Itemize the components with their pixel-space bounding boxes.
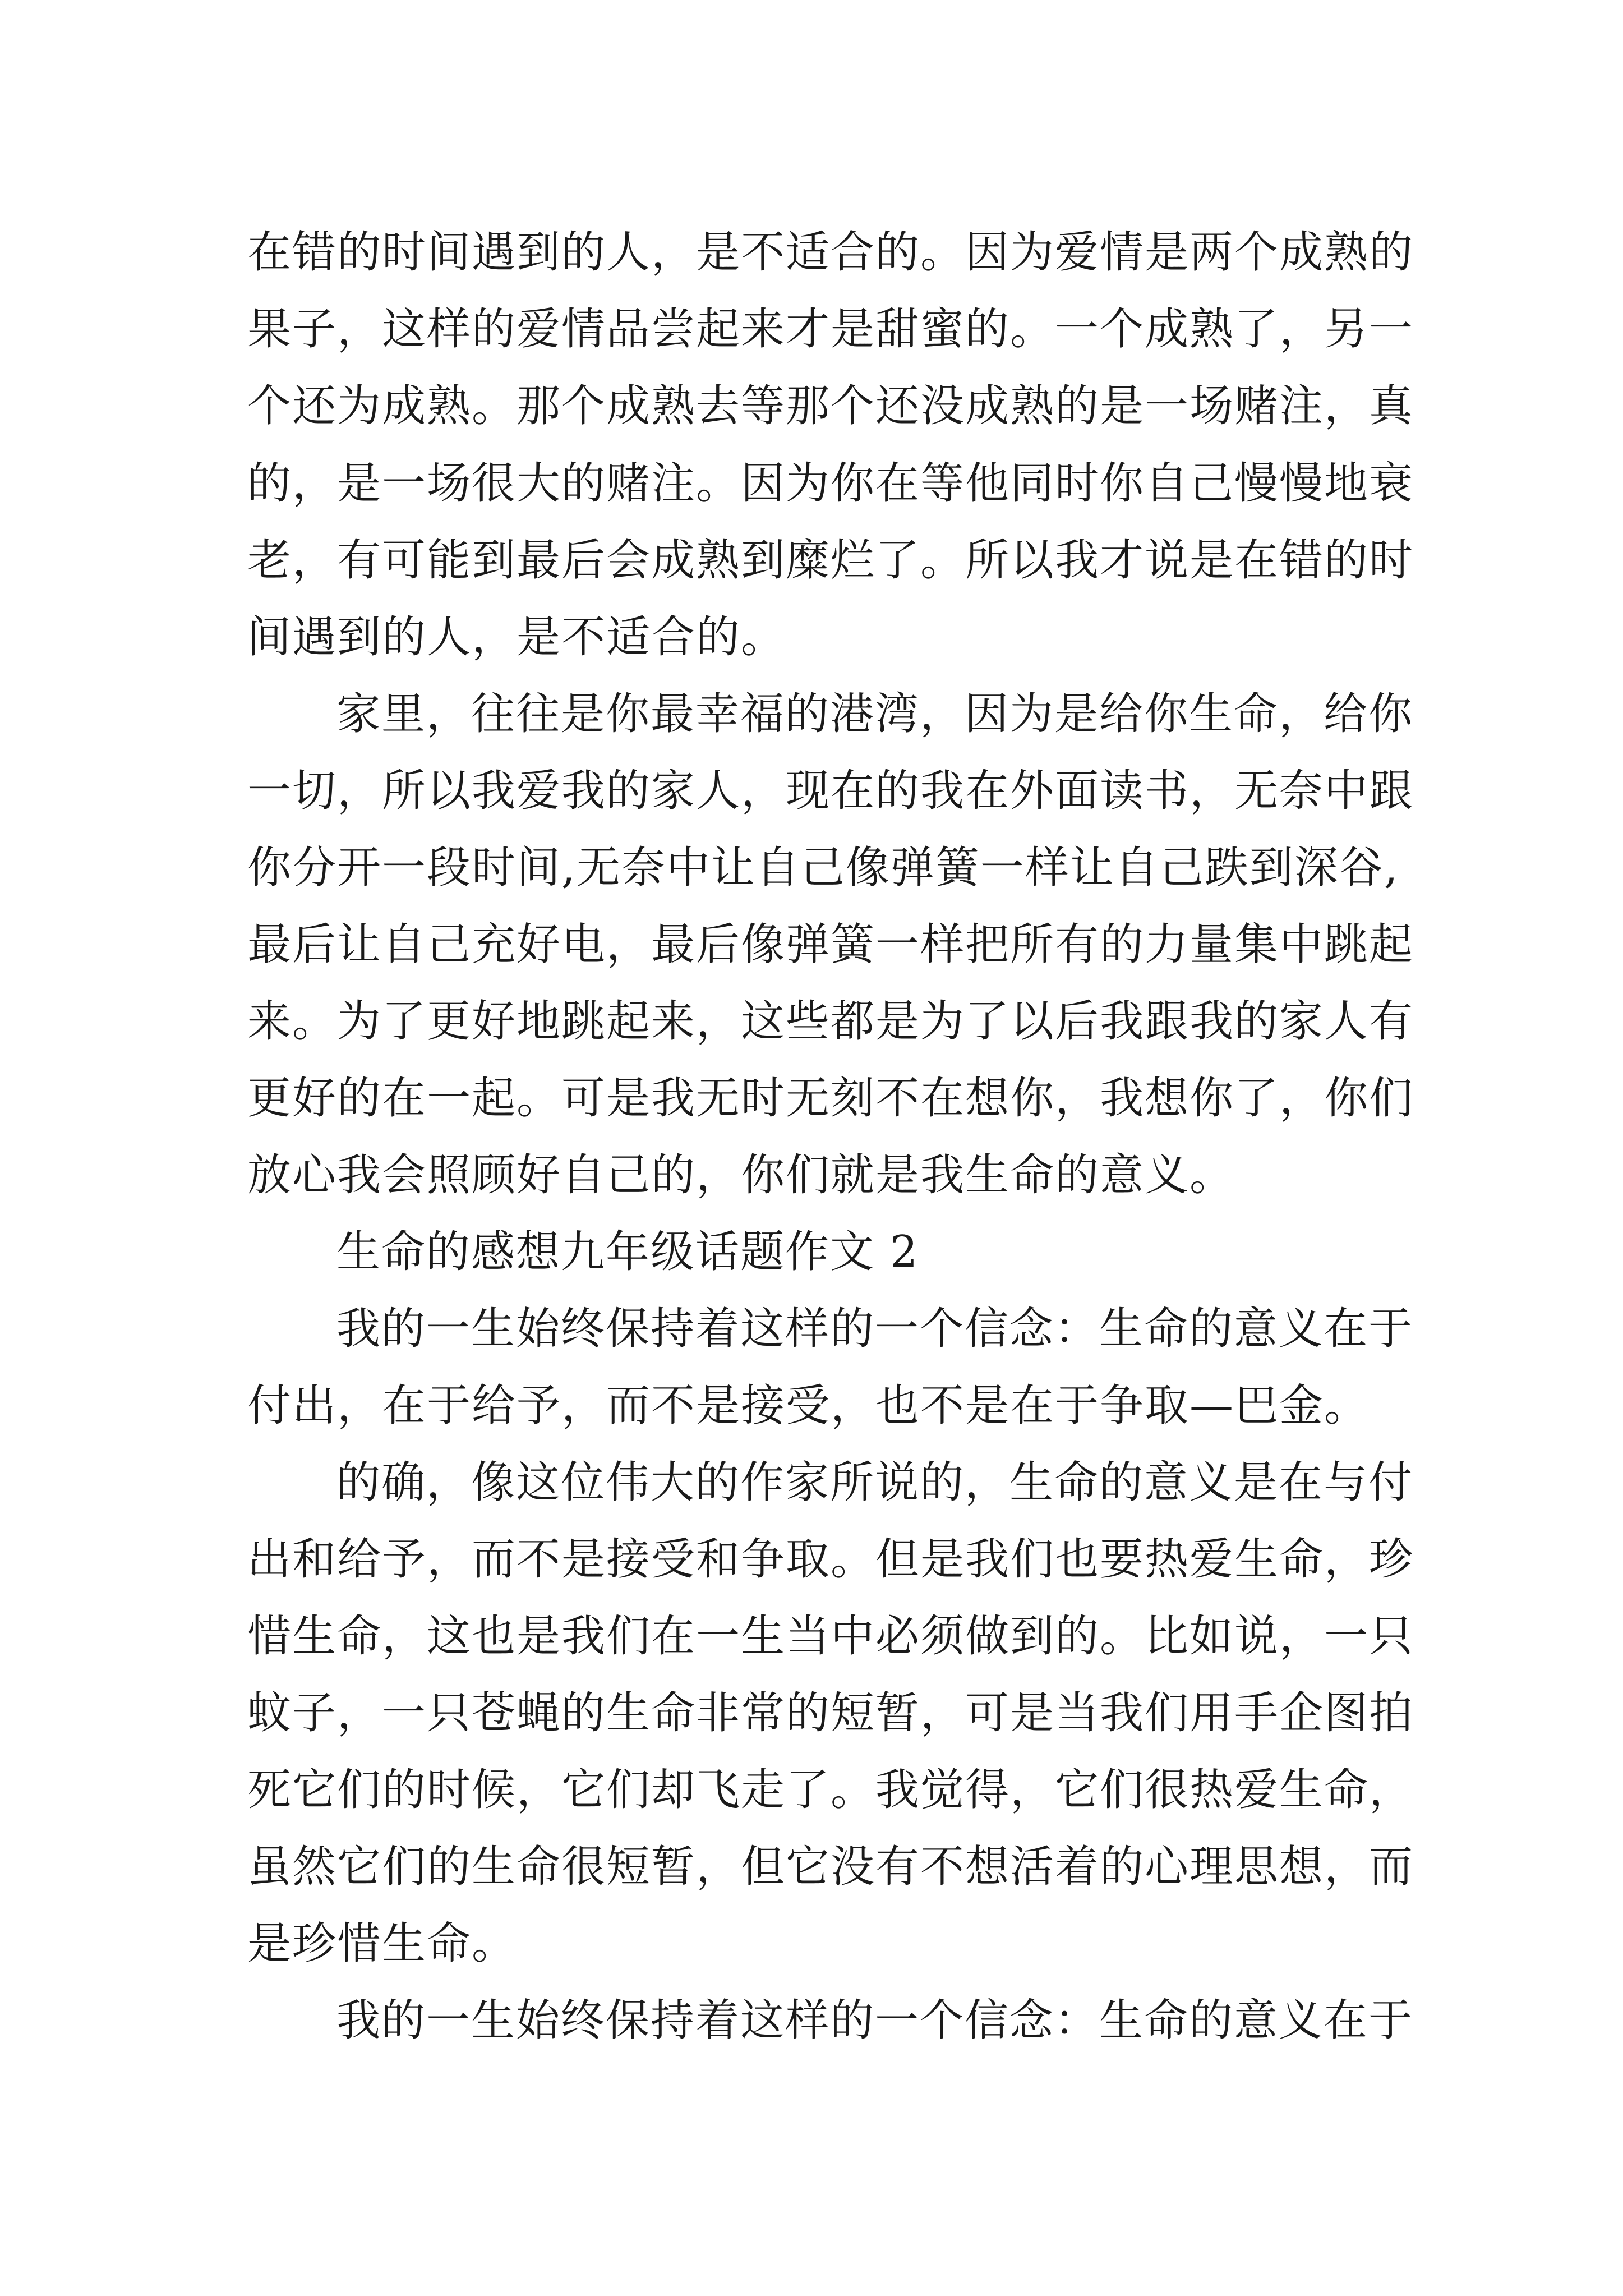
section-heading: 生命的感想九年级话题作文 2 xyxy=(336,1227,919,1277)
text-line: 放心我会照顾好自己的，你们就是我生命的意义。 xyxy=(247,1150,1235,1200)
text-line: 间遇到的人，是不适合的。 xyxy=(247,612,786,662)
text-line: 出和给予，而不是接受和争取。但是我们也要热爱生命，珍 xyxy=(247,1534,1414,1585)
paragraph-start: 家里，往往是你最幸福的港湾，因为是给你生命，给你 xyxy=(336,689,1414,739)
text-line: 蚊子，一只苍蝇的生命非常的短暂，可是当我们用手企图拍 xyxy=(247,1688,1414,1738)
paragraph-start: 的确，像这位伟大的作家所说的，生命的意义是在与付 xyxy=(336,1457,1414,1508)
text-line: 的，是一场很大的赌注。因为你在等他同时你自己慢慢地衰 xyxy=(247,458,1414,509)
text-line: 个还为成熟。那个成熟去等那个还没成熟的是一场赌注，真 xyxy=(247,381,1414,431)
paragraph-start: 我的一生始终保持着这样的一个信念：生命的意义在于 xyxy=(336,1995,1414,2046)
text-line: 更好的在一起。可是我无时无刻不在想你，我想你了，你们 xyxy=(247,1073,1414,1124)
text-line: 付出，在于给予，而不是接受，也不是在于争取—巴金。 xyxy=(247,1381,1370,1431)
text-line: 一切，所以我爱我的家人，现在的我在外面读书，无奈中跟 xyxy=(247,766,1414,816)
text-line: 死它们的时候，它们却飞走了。我觉得，它们很热爱生命， xyxy=(247,1765,1414,1815)
text-line: 老，有可能到最后会成熟到糜烂了。所以我才说是在错的时 xyxy=(247,535,1414,586)
paragraph-start: 我的一生始终保持着这样的一个信念：生命的意义在于 xyxy=(336,1304,1414,1354)
text-line: 在错的时间遇到的人，是不适合的。因为爱情是两个成熟的 xyxy=(247,227,1414,278)
text-line: 你分开一段时间,无奈中让自己像弹簧一样让自己跌到深谷, xyxy=(247,843,1399,893)
text-line: 最后让自己充好电，最后像弹簧一样把所有的力量集中跳起 xyxy=(247,919,1414,970)
text-line: 惜生命，这也是我们在一生当中必须做到的。比如说，一只 xyxy=(247,1611,1414,1662)
text-line: 是珍惜生命。 xyxy=(247,1918,517,1969)
text-line: 虽然它们的生命很短暂，但它没有不想活着的心理思想，而 xyxy=(247,1842,1414,1892)
text-line: 果子，这样的爱情品尝起来才是甜蜜的。一个成熟了，另一 xyxy=(247,304,1414,355)
text-line: 来。为了更好地跳起来，这些都是为了以后我跟我的家人有 xyxy=(247,996,1414,1047)
